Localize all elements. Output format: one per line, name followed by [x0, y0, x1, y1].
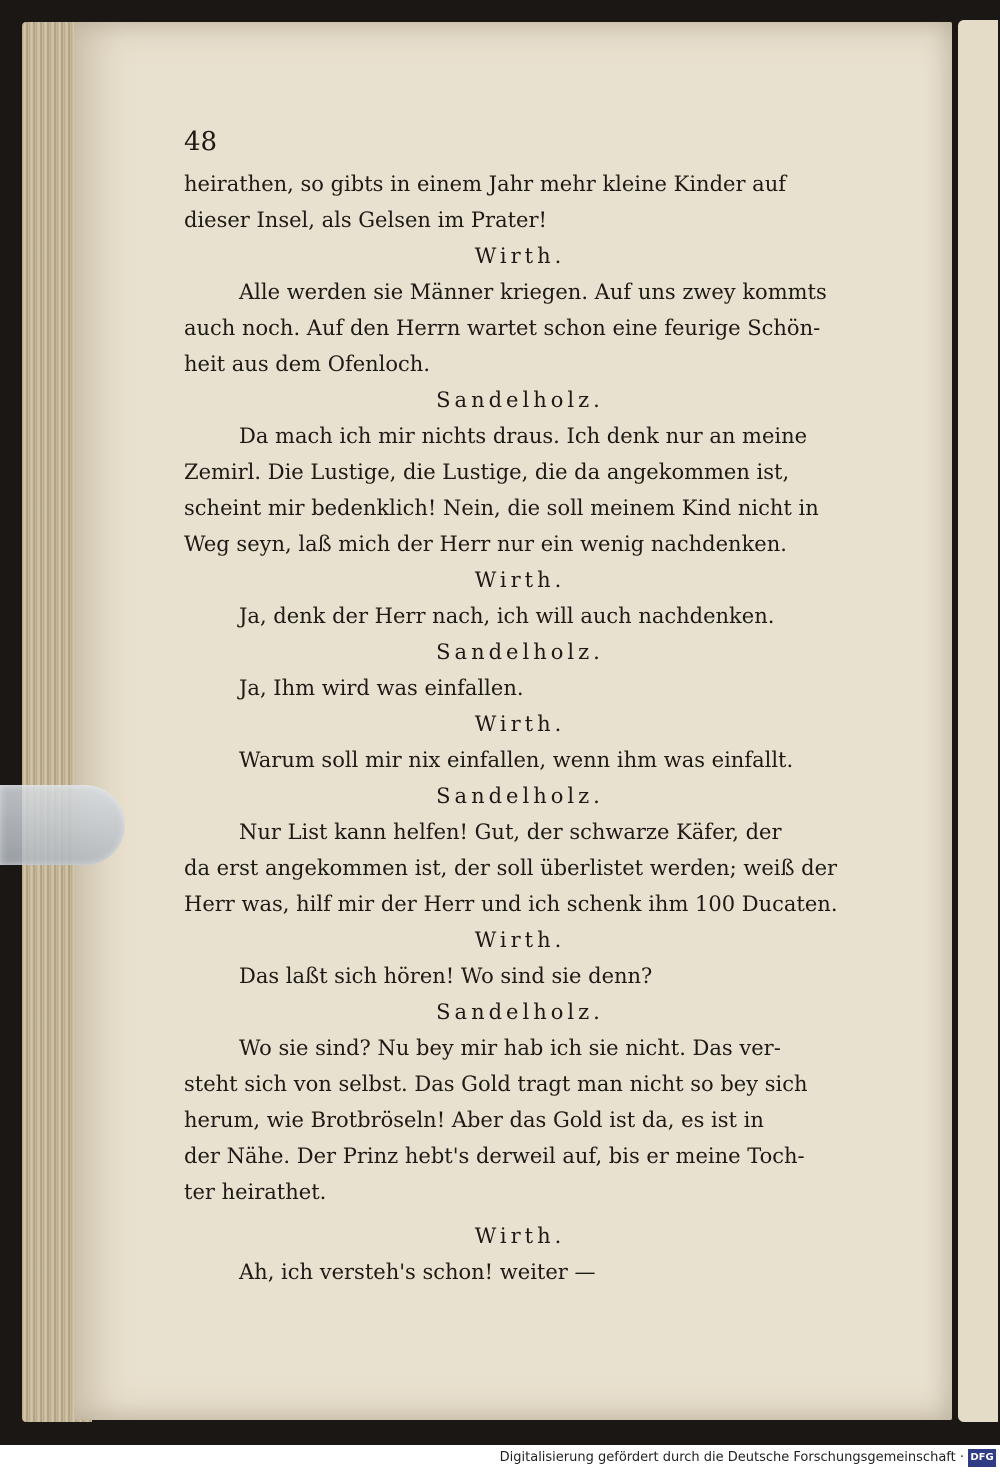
text-line: Ja, denk der Herr nach, ich will auch nachdenken.: [239, 604, 775, 628]
text-line: ter heirathet.: [184, 1180, 327, 1204]
text-line: Da mach ich mir nichts draus. Ich denk nur an meine: [239, 424, 808, 448]
text-line: herum, wie Brotbröseln! Aber das Gold ist da, es ist in: [184, 1108, 764, 1132]
text-line: Weg seyn, laß mich der Herr nur ein wenig nachdenken.: [184, 532, 787, 556]
text-line: Herr was, hilf mir der Herr und ich schenk ihm 100 Ducaten.: [184, 892, 838, 916]
speaker-name: Sandelholz.: [436, 1000, 604, 1024]
page-text: [184, 122, 856, 1290]
funding-credit: Digitalisierung gefördert durch die Deutsche Forschungsgemeinschaft ·: [499, 1450, 964, 1465]
speaker-name: Wirth.: [474, 244, 566, 268]
text-line: heirathen, so gibts in einem Jahr mehr kleine Kinder auf: [184, 172, 786, 196]
text-line: scheint mir bedenklich! Nein, die soll meinem Kind nicht in: [184, 496, 819, 520]
speaker-name: Sandelholz.: [436, 640, 604, 664]
text-line: da erst angekommen ist, der soll überlistet werden; weiß der: [184, 856, 838, 880]
text-line: Warum soll mir nix einfallen, wenn ihm was einfallt.: [239, 748, 794, 772]
text-line: heit aus dem Ofenloch.: [184, 352, 431, 376]
text-line: Ja, Ihm wird was einfallen.: [239, 676, 524, 700]
page-holder-clip: [0, 785, 125, 865]
speaker-name: Wirth.: [474, 928, 566, 952]
text-line: der Nähe. Der Prinz hebt's derweil auf, bis er meine Toch-: [184, 1144, 805, 1168]
text-line: dieser Insel, als Gelsen im Prater!: [184, 208, 547, 232]
speaker-name: Wirth.: [474, 1224, 566, 1248]
dfg-logo: DFG: [968, 1449, 996, 1467]
text-line: auch noch. Auf den Herrn wartet schon eine feurige Schön-: [184, 316, 821, 340]
speaker-name: Sandelholz.: [436, 784, 604, 808]
facing-page-edge: [958, 20, 998, 1422]
text-line: Wo sie sind? Nu bey mir hab ich sie nicht. Das ver-: [239, 1036, 781, 1060]
text-line: Zemirl. Die Lustige, die Lustige, die da angekommen ist,: [184, 460, 790, 484]
text-line: Ah, ich versteh's schon! weiter —: [239, 1260, 596, 1284]
speaker-name: Sandelholz.: [436, 388, 604, 412]
footer-bar: [0, 1445, 1000, 1472]
text-line: Nur List kann helfen! Gut, der schwarze Käfer, der: [239, 820, 782, 844]
text-line: Das laßt sich hören! Wo sind sie denn?: [239, 964, 653, 988]
page-number: 48: [184, 127, 218, 157]
text-line: steht sich von selbst. Das Gold tragt man nicht so bey sich: [184, 1072, 808, 1096]
text-lines: [184, 166, 856, 1290]
text-line: Alle werden sie Männer kriegen. Auf uns zwey kommts: [239, 280, 827, 304]
speaker-name: Wirth.: [474, 712, 566, 736]
speaker-name: Wirth.: [474, 568, 566, 592]
